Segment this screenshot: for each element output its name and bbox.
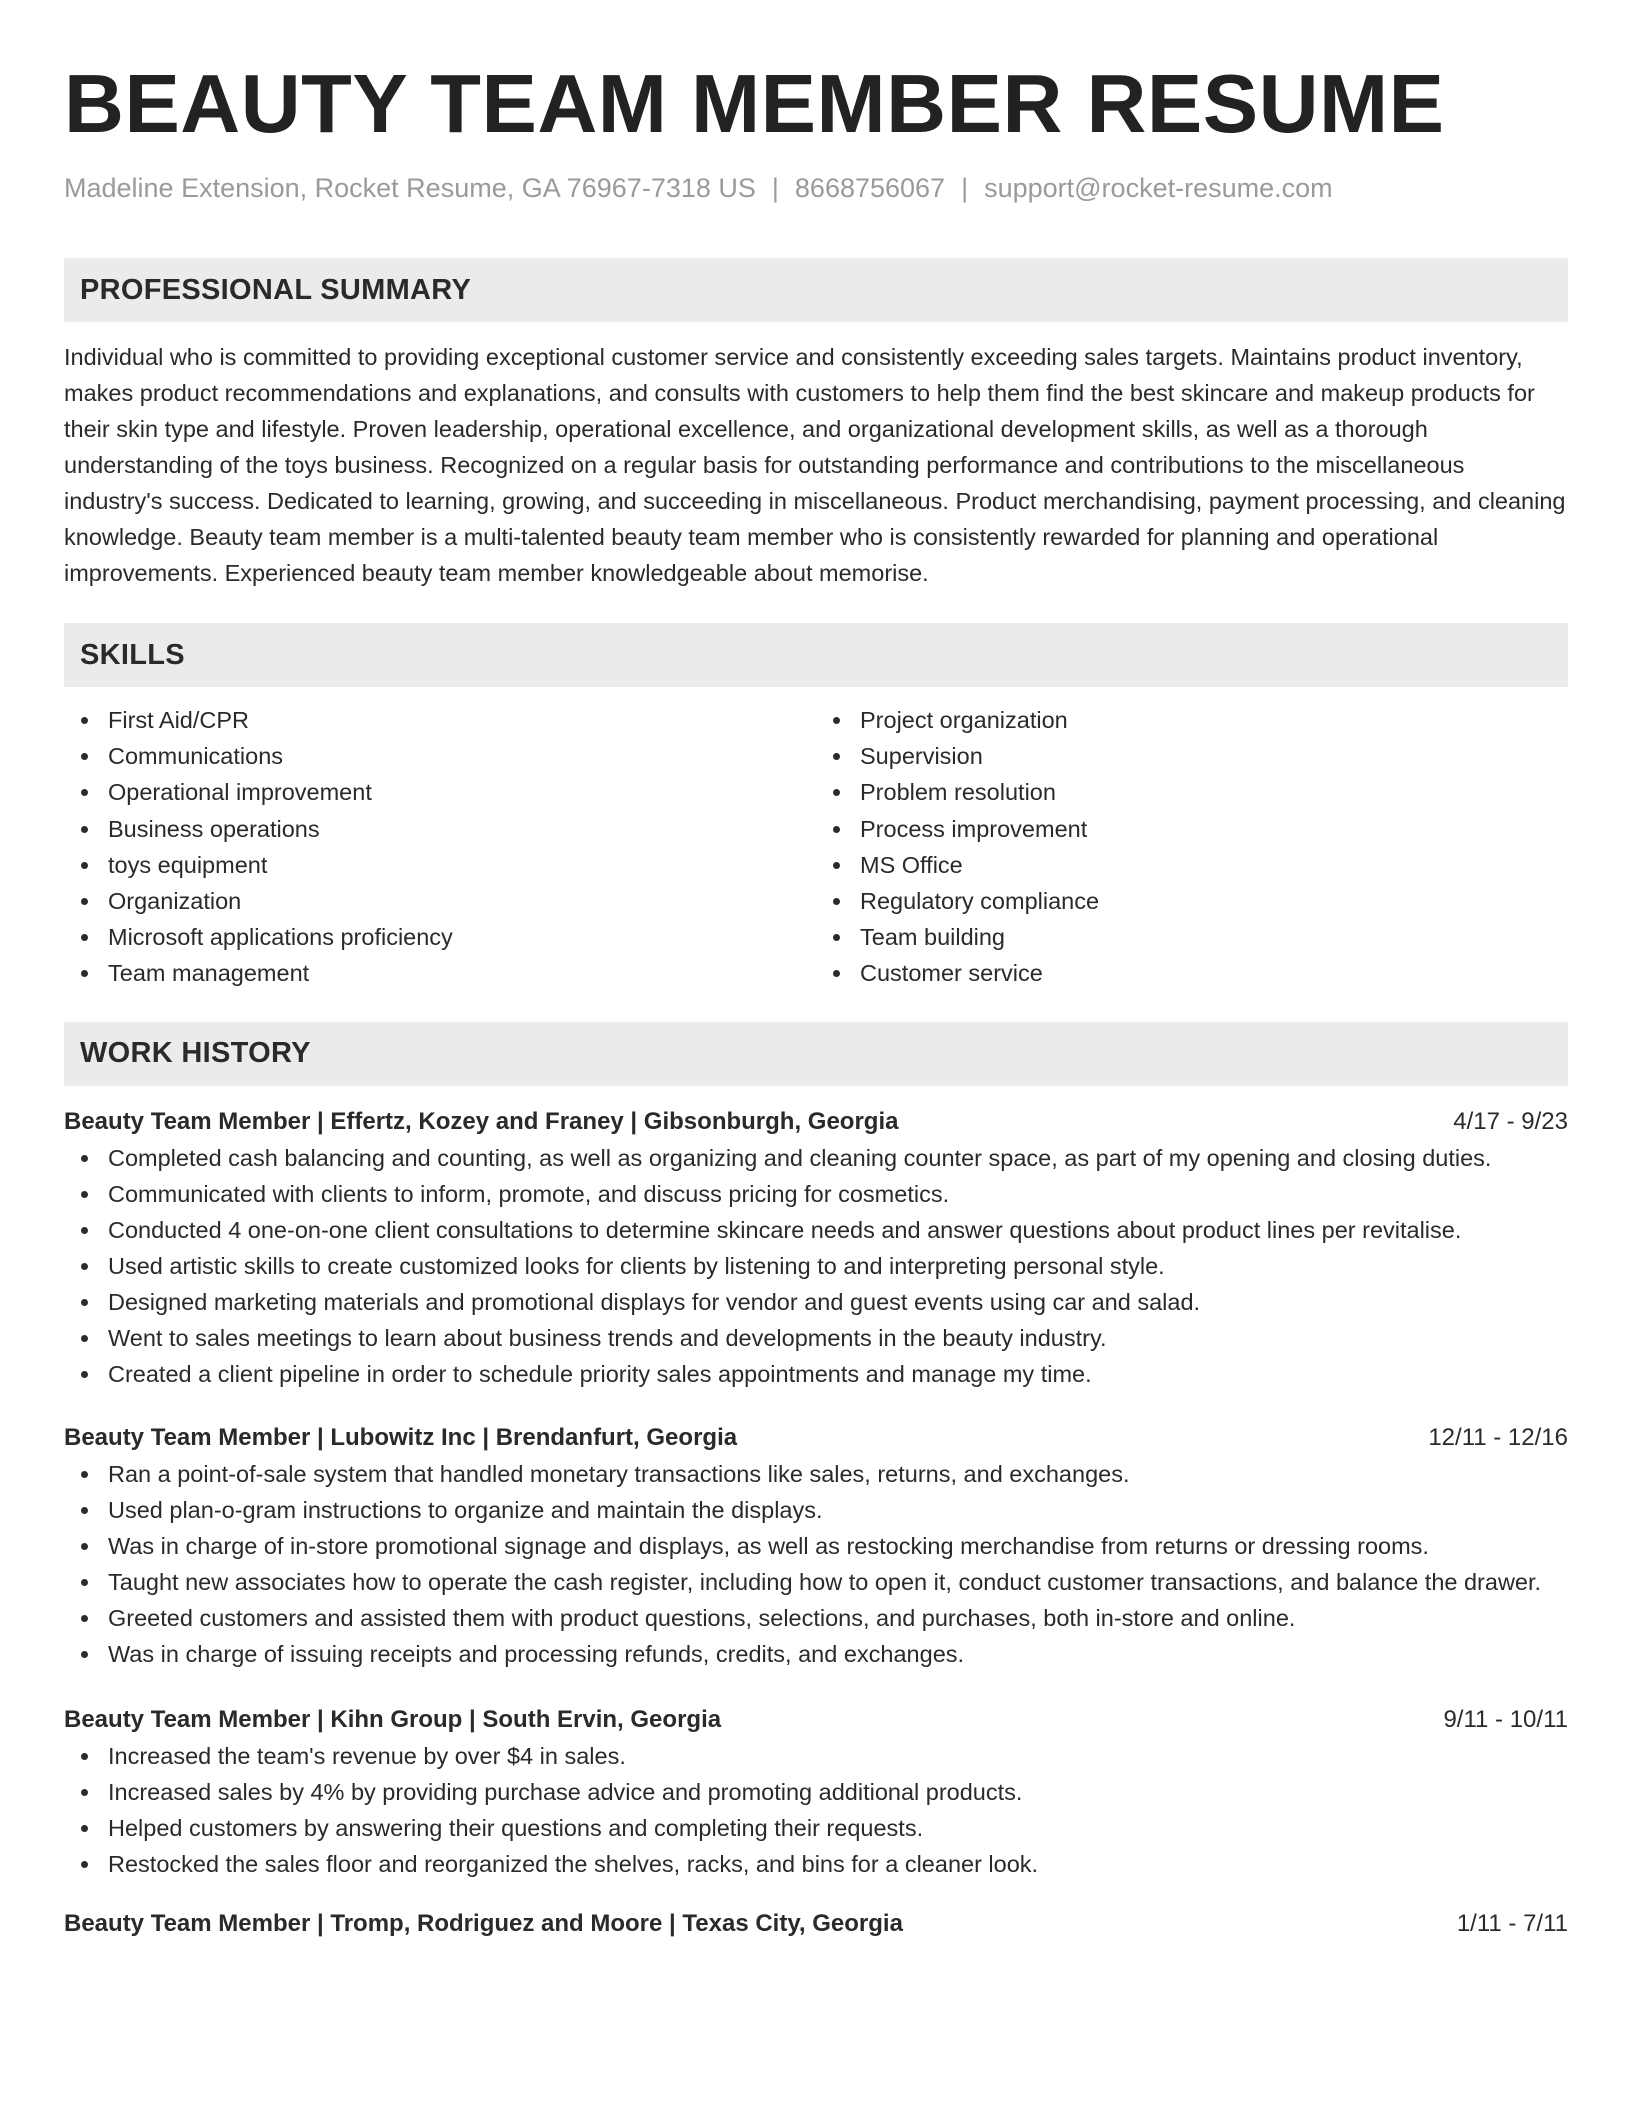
skill-item: Regulatory compliance: [816, 883, 1568, 919]
contact-email: support@rocket-resume.com: [984, 173, 1333, 203]
skills-column-left: [64, 702, 816, 992]
job-heading: [64, 1104, 1568, 1140]
job-heading: [64, 1420, 1568, 1456]
job-dates: 4/17 - 9/23: [1453, 1107, 1568, 1135]
job-dates: 9/11 - 10/11: [1443, 1705, 1568, 1733]
skill-item: First Aid/CPR: [64, 702, 816, 738]
skill-item: MS Office: [816, 847, 1568, 883]
job-bullet: Was in charge of issuing receipts and processing refunds, credits, and exchanges.: [64, 1636, 1568, 1672]
job-title: Beauty Team Member | Effertz, Kozey and Franey | Gibsonburgh, Georgia: [64, 1107, 899, 1135]
resume-title: BEAUTY TEAM MEMBER RESUME: [64, 57, 1445, 150]
skill-item: Business operations: [64, 811, 816, 847]
job-title: Beauty Team Member | Kihn Group | South Ervin, Georgia: [64, 1705, 722, 1733]
summary-text: Individual who is committed to providing exceptional customer service and consistently exceeding sales targets. Maintains product inventory, makes product recommendations and explanations, and consults with customers to help them find the best skincare and makeup products for their skin type and lifestyle. Proven leadership, operational excellence, and organizational development skills, as well as a thorough understanding of the toys business. Recognized on a regular basis for outstanding performance and contributions to the miscellaneous industry's success. Dedicated to learning, growing, and succeeding in miscellaneous. Product merchandising, payment processing, and cleaning knowledge. Beauty team member is a multi-talented beauty team member who is consistently rewarded for planning and operational improvements. Experienced beauty team member knowledgeable about memorise.: [64, 344, 1566, 586]
job-bullet: Was in charge of in-store promotional signage and displays, as well as restocking merchandise from returns or dressing rooms.: [64, 1528, 1568, 1564]
job-title: Beauty Team Member | Tromp, Rodriguez and Moore | Texas City, Georgia: [64, 1909, 903, 1937]
contact-phone: 8668756067: [794, 173, 946, 203]
skill-item: Supervision: [816, 738, 1568, 774]
skill-item: Team management: [64, 955, 816, 991]
job-bullet: Greeted customers and assisted them with product questions, selections, and purchases, both in-store and online.: [64, 1600, 1568, 1636]
contact-line: [64, 170, 1568, 206]
job-bullet: Restocked the sales floor and reorganized the shelves, racks, and bins for a cleaner look.: [64, 1846, 1568, 1882]
contact-separator: |: [771, 173, 779, 203]
job-bullet: Used plan-o-gram instructions to organize and maintain the displays.: [64, 1492, 1568, 1528]
job-bullet-list: [64, 1456, 1568, 1672]
section-header-summary: PROFESSIONAL SUMMARY: [64, 258, 1568, 322]
skill-item: Process improvement: [816, 811, 1568, 847]
job-dates: 12/11 - 12/16: [1428, 1423, 1568, 1451]
skill-item: Customer service: [816, 955, 1568, 991]
job-bullet: Designed marketing materials and promotional displays for vendor and guest events using car and salad.: [64, 1284, 1568, 1320]
job-bullet: Increased sales by 4% by providing purchase advice and promoting additional products.: [64, 1774, 1568, 1810]
job-bullet: Ran a point-of-sale system that handled monetary transactions like sales, returns, and exchanges.: [64, 1456, 1568, 1492]
job-bullet: Conducted 4 one-on-one client consultations to determine skincare needs and answer questions about product lines per revitalise.: [64, 1212, 1568, 1248]
job-heading: [64, 1906, 1568, 1942]
job-bullet: Went to sales meetings to learn about business trends and developments in the beauty industry.: [64, 1320, 1568, 1356]
skills-column-right: [816, 702, 1568, 992]
job-bullet: Helped customers by answering their questions and completing their requests.: [64, 1810, 1568, 1846]
skill-item: toys equipment: [64, 847, 816, 883]
skill-item: Operational improvement: [64, 774, 816, 810]
contact-separator: |: [961, 173, 969, 203]
job-title: Beauty Team Member | Lubowitz Inc | Brendanfurt, Georgia: [64, 1423, 738, 1451]
skill-item: Microsoft applications proficiency: [64, 919, 816, 955]
job-bullet: Created a client pipeline in order to schedule priority sales appointments and manage my time.: [64, 1356, 1568, 1392]
job-bullet: Used artistic skills to create customized looks for clients by listening to and interpreting personal style.: [64, 1248, 1568, 1284]
skill-item: Problem resolution: [816, 774, 1568, 810]
job-bullet: Taught new associates how to operate the cash register, including how to open it, conduct customer transactions, and balance the drawer.: [64, 1564, 1568, 1600]
job-bullet: Completed cash balancing and counting, as well as organizing and cleaning counter space, as part of my opening and closing duties.: [64, 1140, 1568, 1176]
section-header-work-history: WORK HISTORY: [64, 1022, 1568, 1086]
skill-item: Team building: [816, 919, 1568, 955]
job-bullet: Communicated with clients to inform, promote, and discuss pricing for cosmetics.: [64, 1176, 1568, 1212]
skill-item: Organization: [64, 883, 816, 919]
skill-item: Project organization: [816, 702, 1568, 738]
job-dates: 1/11 - 7/11: [1456, 1909, 1568, 1937]
skill-item: Communications: [64, 738, 816, 774]
job-bullet-list: [64, 1140, 1568, 1392]
skills-list: [64, 702, 1568, 992]
job-heading: [64, 1702, 1568, 1738]
contact-address: Madeline Extension, Rocket Resume, GA 76967-7318 US: [64, 173, 756, 203]
section-header-skills: SKILLS: [64, 623, 1568, 687]
job-bullet-list: [64, 1738, 1568, 1882]
job-bullet: Increased the team's revenue by over $4 in sales.: [64, 1738, 1568, 1774]
